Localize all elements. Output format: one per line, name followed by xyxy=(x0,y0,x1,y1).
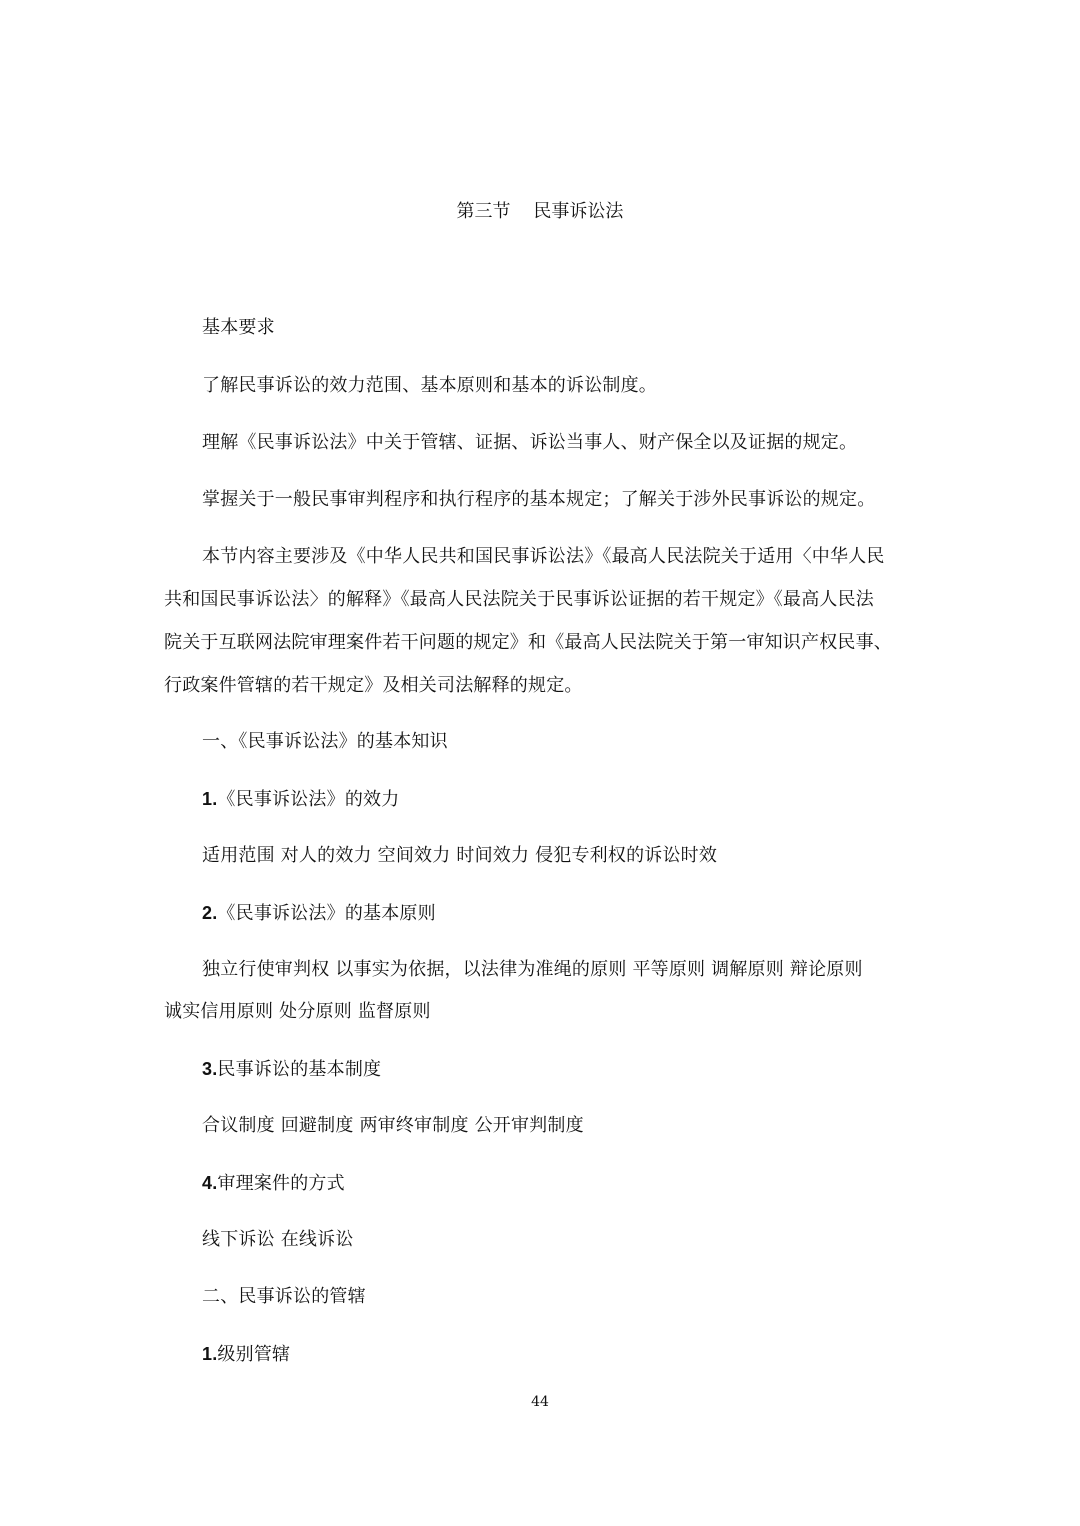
part2-s1-heading xyxy=(202,1342,290,1367)
section-title: 第三节 民事诉讼法 xyxy=(456,201,624,222)
part1-s2-heading xyxy=(202,901,436,926)
part1-s3-title: 民事诉讼的基本制度 xyxy=(217,1059,382,1080)
part1-s4-number: 4. xyxy=(202,1173,218,1193)
page-number: 44 xyxy=(531,1394,549,1410)
intro-line-2: 共和国民事诉讼法〉的解释》《最高人民法院关于民事诉讼证据的若干规定》《最高人民法 xyxy=(164,589,874,610)
part1-s2-content-line-2: 诚实信用原则 处分原则 监督原则 xyxy=(164,1001,431,1022)
part2-s1-title: 级别管辖 xyxy=(217,1344,291,1365)
part1-s2-title: 《民事诉讼法》的基本原则 xyxy=(217,903,436,924)
part1-s1-number: 1. xyxy=(202,789,218,809)
requirement-item-1: 了解民事诉讼的效力范围、基本原则和基本的诉讼制度。 xyxy=(202,375,657,396)
requirement-item-3: 掌握关于一般民事审判程序和执行程序的基本规定；了解关于涉外民事诉讼的规定。 xyxy=(202,489,876,510)
intro-line-3: 院关于互联网法院审理案件若干问题的规定》和《最高人民法院关于第一审知识产权民事、 xyxy=(164,632,892,653)
part2-s1-number: 1. xyxy=(202,1344,218,1364)
part1-s4-title: 审理案件的方式 xyxy=(217,1173,345,1194)
part1-s3-heading xyxy=(202,1057,381,1082)
part2-heading: 二、民事诉讼的管辖 xyxy=(202,1286,366,1307)
part1-heading: 一、《民事诉讼法》的基本知识 xyxy=(202,731,448,752)
part1-s1-title: 《民事诉讼法》的效力 xyxy=(217,789,400,810)
intro-line-1: 本节内容主要涉及《中华人民共和国民事诉讼法》《最高人民法院关于适用〈中华人民 xyxy=(202,546,885,567)
part1-s3-content: 合议制度 回避制度 两审终审制度 公开审判制度 xyxy=(202,1115,584,1136)
requirement-item-2: 理解《民事诉讼法》中关于管辖、证据、诉讼当事人、财产保全以及证据的规定。 xyxy=(202,432,858,453)
part1-s1-heading xyxy=(202,787,399,812)
intro-line-4: 行政案件管辖的若干规定》及相关司法解释的规定。 xyxy=(164,675,583,696)
part1-s4-heading xyxy=(202,1171,345,1196)
part1-s3-number: 3. xyxy=(202,1059,218,1079)
part1-s2-number: 2. xyxy=(202,903,218,923)
part1-s4-content: 线下诉讼 在线诉讼 xyxy=(202,1229,354,1250)
part1-s2-content-line-1: 独立行使审判权 以事实为依据，以法律为准绳的原则 平等原则 调解原则 辩论原则 xyxy=(202,959,863,980)
requirements-heading: 基本要求 xyxy=(202,317,275,338)
part1-s1-content: 适用范围 对人的效力 空间效力 时间效力 侵犯专利权的诉讼时效 xyxy=(202,845,718,866)
